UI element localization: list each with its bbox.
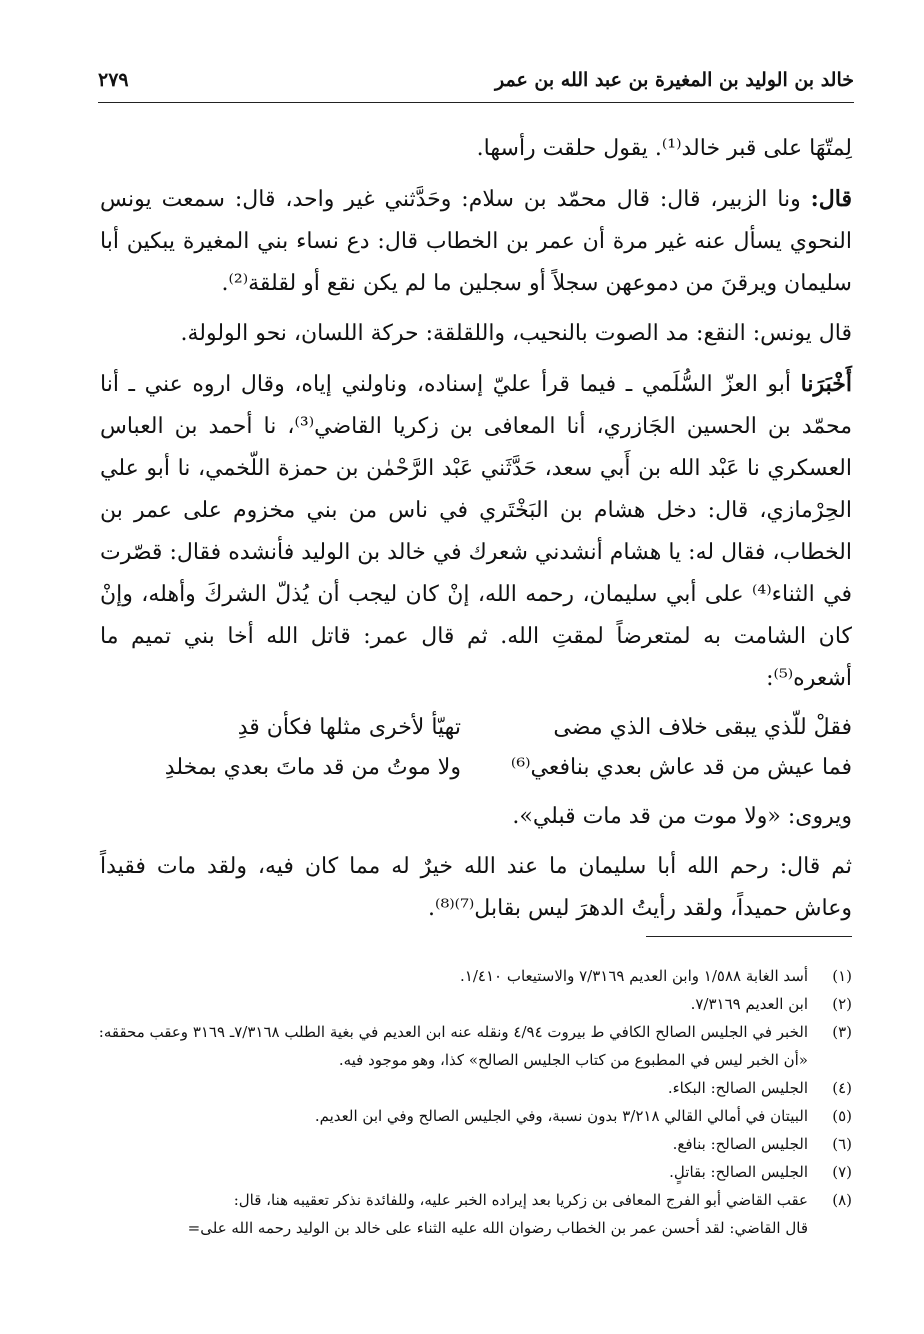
- paragraph-2-lead: قال:: [810, 186, 852, 212]
- footnote-1: [96, 962, 852, 990]
- paragraph-4-lead: أَخْبَرَنا: [800, 371, 852, 397]
- footnote-8: [96, 1186, 852, 1214]
- poem: [100, 708, 852, 788]
- footnote-number: (٤): [832, 1079, 852, 1097]
- footnote-number: (٢): [832, 995, 852, 1013]
- footnote-text: عقب القاضي أبو الفرج المعافى بن زكريا بعد إيراده الخبر عليه، وللفائدة نذكر تعقيبه هنا، قال:: [233, 1191, 808, 1209]
- paragraph-2: [100, 178, 852, 305]
- footnote-6: [96, 1130, 852, 1158]
- footnote-number: (٣): [832, 1023, 852, 1041]
- paragraph-5: ويروى: «ولا موت من قد مات قبلي».: [512, 804, 852, 829]
- verse-1-second-hemistich: تهيّأ لأخرى مثلها فكأن قدِ: [237, 715, 461, 740]
- footnote-number: (٨): [832, 1191, 852, 1209]
- footnotes: [96, 962, 852, 1242]
- verse-1-first-hemistich: فقلْ للّذي يبقى خلاف الذي مضى: [553, 715, 852, 740]
- footnote-number: (٧): [832, 1163, 852, 1181]
- footnote-number: (٥): [832, 1107, 852, 1125]
- verse-2: [100, 748, 852, 788]
- footnote-5: [96, 1102, 852, 1130]
- footnote-text: البيتان في أمالي القالي ٣/٢١٨ بدون نسبة، وفي الجليس الصالح وفي ابن العديم.: [314, 1107, 808, 1125]
- verse-2-second-hemistich: ولا موتُ من قد ماتَ بعدي بمخلدِ: [164, 755, 461, 780]
- running-header: [98, 62, 854, 103]
- verse-2-first-hemistich: فما عيش من قد عاش بعدي بنافعي⁽⁶⁾: [510, 755, 852, 780]
- footnote-text: الجليس الصالح: بنافع.: [672, 1135, 808, 1153]
- paragraph-6: ثم قال: رحم الله أبا سليمان ما عند الله خيرٌ له مما كان فيه، ولقد مات فقيداً وعاش حميداً، ولقد رأيتُ الدهرَ ليس بقابل⁽⁷⁾⁽⁸⁾.: [100, 854, 852, 921]
- footnote-number: (٦): [832, 1135, 852, 1153]
- verse-1: [100, 708, 852, 748]
- footnote-text: الجليس الصالح: بقاتلٍ.: [669, 1163, 808, 1181]
- footnote-text: ابن العديم ٧/٣١٦٩.: [690, 995, 808, 1013]
- footnote-text: الخبر في الجليس الصالح الكافي ط بيروت ٤/٩٤ ونقله عنه ابن العديم في بغية الطلب ٧/٣١٦٨ـ ٣١٦٩ وعقب محققه: «أن الخبر ليس في المطبوع من كتاب الجليس الصالح» كذا، وهو موجود فيه.: [98, 1023, 808, 1069]
- footnote-number: (١): [832, 967, 852, 985]
- footnote-7: [96, 1158, 852, 1186]
- paragraph-4-text: أبو العزّ السُّلَمي ـ فيما قرأ عليّ إسناده، وناولني إياه، وقال اروه عني ـ أنا محمّد بن الحسين الجَازري، أنا المعافى بن زكريا القاضي⁽³⁾، نا أحمد بن العباس العسكري نا عَبْد الله بن أَبي سعد، حَدَّثَني عَبْد الرَّحْمٰن بن حمزة اللّخمي، نا أبو علي الحِرْمازي، قال: دخل هشام بن البَخْتَري في ناس من بني مخزوم على عمر بن الخطاب، فقال له: يا هشام أنشدني شعرك في خالد بن الوليد فأنشده فقال: قصّرت في الثناء⁽⁴⁾ على أبي سليمان، رحمه الله، إنْ كان ليجب أن يُذلّ الشركَ وأهله، وإنْ كان الشامت به لمتعرضاً لمقتِ الله. ثم قال عمر: قاتل الله أخا بني تميم ما أشعره⁽⁵⁾:: [100, 372, 853, 691]
- footnote-separator: [646, 936, 852, 937]
- header-title: خالد بن الوليد بن المغيرة بن عبد الله بن عمر: [495, 69, 854, 91]
- paragraph-3: قال يونس: النقع: مد الصوت بالنحيب، واللقلقة: حركة اللسان، نحو الولولة.: [180, 321, 852, 346]
- footnote-4: [96, 1074, 852, 1102]
- footnote-continuation: قال القاضي: لقد أحسن عمر بن الخطاب رضوان الله عليه الثناء على خالد بن الوليد رحمه الله على=: [187, 1219, 808, 1237]
- footnote-text: الجليس الصالح: البكاء.: [667, 1079, 808, 1097]
- footnote-2: [96, 990, 852, 1018]
- footnote-3: [96, 1018, 852, 1074]
- paragraph-4: [100, 363, 852, 700]
- paragraph-2-text: ونا الزبير، قال: قال محمّد بن سلام: وحَدَّثني غير واحد، قال: سمعت يونس النحوي يسأل عنه غير مرة أن عمر بن الخطاب قال: دع نساء بني المغيرة يبكين أبا سليمان ويرقنَ من دموعهن سجلاً أو سجلين ما لم يكن نقع أو لقلقة⁽²⁾.: [100, 187, 852, 296]
- paragraph-1: لِمتّهَا على قبر خالد⁽¹⁾. يقول حلقت رأسها.: [476, 136, 852, 161]
- page-number: ٢٧٩: [98, 69, 129, 91]
- main-text: [100, 128, 852, 938]
- footnote-text: أسد الغابة ١/٥٨٨ وابن العديم ٧/٣١٦٩ والاستيعاب ١/٤١٠.: [460, 967, 808, 985]
